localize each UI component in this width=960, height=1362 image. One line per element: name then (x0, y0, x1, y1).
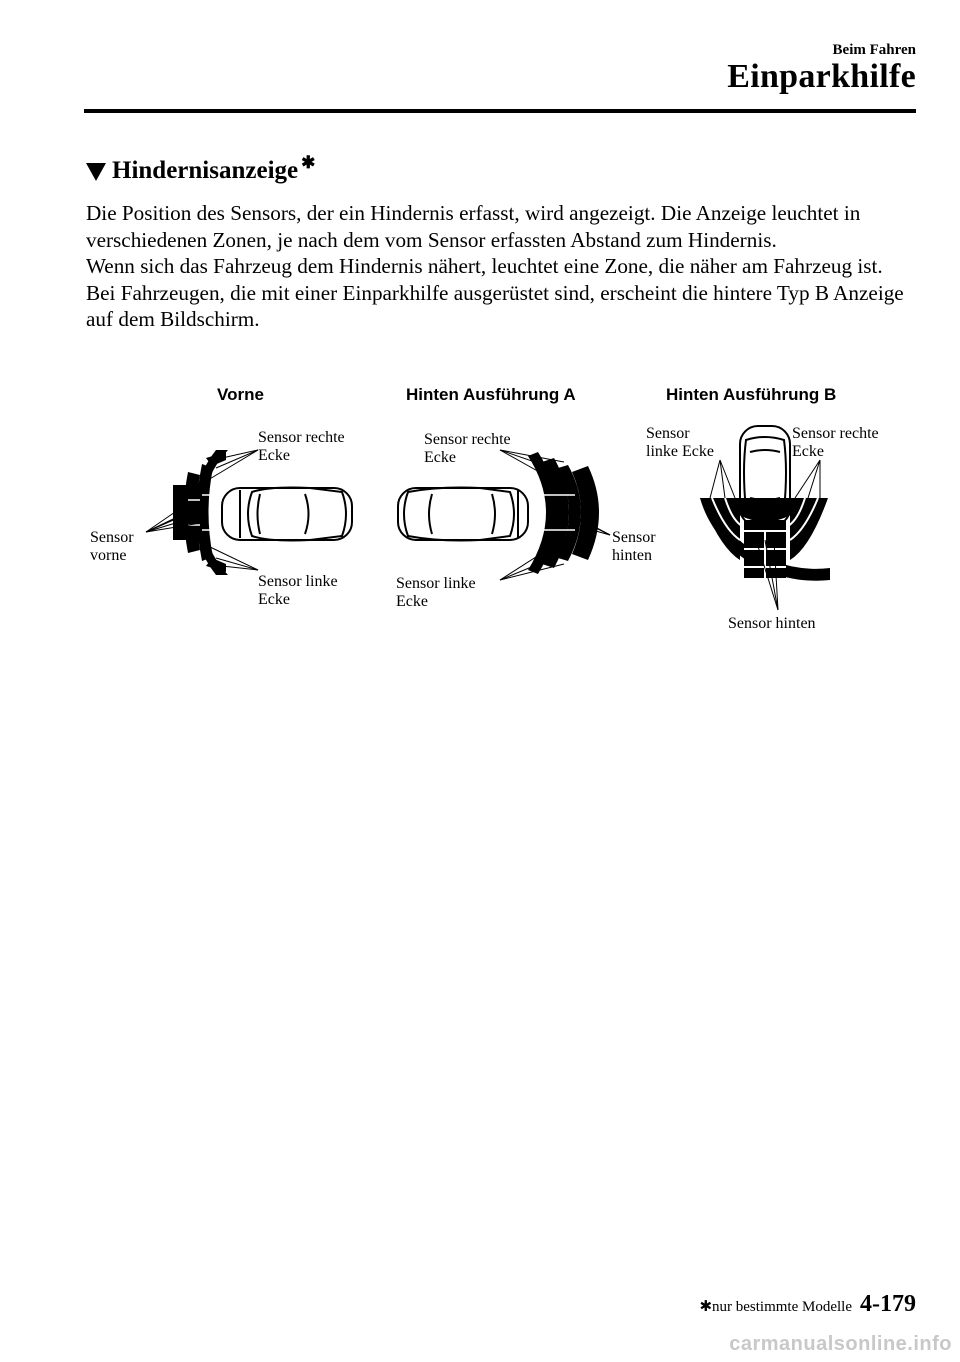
label-front-left-corner-1: Sensor linke (258, 573, 338, 590)
page-footer (699, 1291, 916, 1318)
paragraph: Wenn sich das Fahrzeug dem Hindernis nähert, leuchtet eine Zone, die näher am Fahrzeug ist. (86, 254, 883, 278)
label-rear-b-left-corner-2: linke Ecke (646, 443, 714, 460)
watermark: carmanualsonline.info (729, 1333, 952, 1355)
label-front-sensor-1: Sensor (90, 529, 134, 546)
label-rear-a-right-corner-2: Ecke (424, 449, 456, 466)
label-rear-b-right-corner-1: Sensor rechte (792, 425, 879, 442)
section-heading (86, 153, 316, 185)
label-front-right-corner-2: Ecke (258, 447, 290, 464)
rear-a-car-icon (398, 488, 528, 541)
section-heading-text: Hindernisanzeige (112, 157, 299, 184)
footnote (699, 1297, 852, 1316)
figure-title-front: Vorne (217, 385, 264, 404)
label-rear-a-left-corner-2: Ecke (396, 593, 428, 610)
asterisk-marker: ✱ (301, 153, 316, 172)
paragraph: Bei Fahrzeugen, die mit einer Einparkhilfe ausgerüstet sind, erscheint die hintere Typ B Anzeige auf dem Bildschirm. (86, 280, 904, 331)
label-rear-a-sensor-2: hinten (612, 547, 652, 564)
chapter-name: Beim Fahren (832, 42, 916, 58)
figure-title-rear-a: Hinten Ausführung A (406, 385, 576, 404)
front-car-icon (222, 488, 352, 541)
header-rule (84, 109, 916, 113)
page-title: Einparkhilfe (727, 58, 916, 95)
label-rear-b-sensor: Sensor hinten (728, 615, 816, 632)
label-rear-a-left-corner-1: Sensor linke (396, 575, 476, 592)
footnote-marker: ✱ (699, 1299, 713, 1315)
label-rear-b-right-corner-2: Ecke (792, 443, 824, 460)
label-front-sensor-2: vorne (90, 547, 127, 564)
figure-title-rear-b: Hinten Ausführung B (666, 385, 837, 404)
triangle-marker-icon (86, 163, 106, 181)
footnote-text: nur bestimmte Modelle (712, 1299, 852, 1315)
label-rear-a-sensor-1: Sensor (612, 529, 656, 546)
page-number: 4-179 (860, 1291, 916, 1317)
label-rear-b-left-corner-1: Sensor (646, 425, 690, 442)
label-front-right-corner-1: Sensor rechte (258, 429, 345, 446)
paragraph: Die Position des Sensors, der ein Hindernis erfasst, wird angezeigt. Die Anzeige leuchtet in verschiedenen Zonen, je nach dem vom Sensor erfassten Abstand zum Hindernis. (86, 201, 861, 252)
sensor-diagram (80, 370, 880, 640)
label-front-left-corner-2: Ecke (258, 591, 290, 608)
label-rear-a-right-corner-1: Sensor rechte (424, 431, 511, 448)
front-sensor-zones (173, 450, 228, 575)
body-text (86, 200, 926, 333)
